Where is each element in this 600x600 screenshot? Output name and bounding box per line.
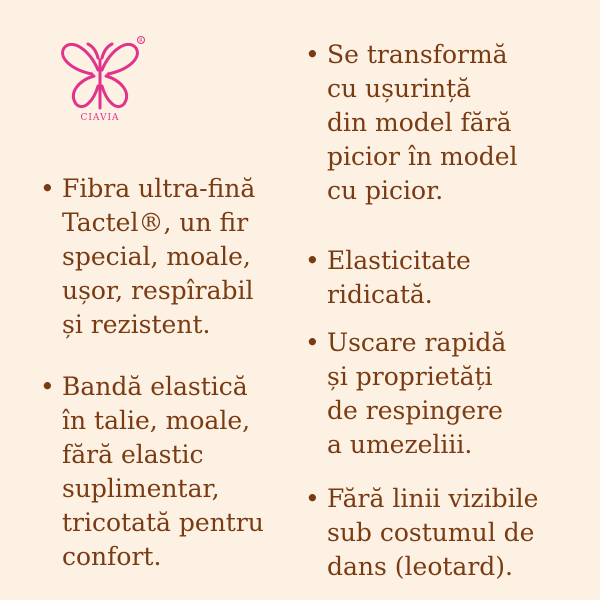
list-item-line: Se transformă: [327, 40, 508, 69]
list-item-line: și rezistent.: [62, 310, 211, 339]
list-item-line: din model fără: [327, 108, 512, 137]
svg-text:R: R: [139, 38, 143, 44]
list-item-line: de respingere: [327, 396, 503, 425]
list-item: [305, 482, 595, 584]
left-feature-list: [40, 172, 280, 574]
list-item-line: cu ușurință: [327, 74, 472, 103]
brand-logo: [50, 30, 150, 130]
butterfly-logo-icon: [50, 30, 150, 115]
list-item-line: Tactel®, un fir: [62, 208, 249, 237]
list-item-line: și proprietăți: [327, 362, 493, 391]
list-item-line: Uscare rapidă: [327, 328, 507, 357]
list-item-line: Fără linii vizibile: [327, 484, 539, 513]
bullet-icon: •: [40, 372, 55, 401]
list-item-line: cu picior.: [327, 176, 444, 205]
right-feature-list: [305, 38, 595, 584]
list-item-line: ridicată.: [327, 280, 433, 309]
list-item-line: suplimentar,: [62, 474, 220, 503]
list-item-line: a umezeliii.: [327, 430, 473, 459]
list-item: [40, 370, 280, 574]
bullet-icon: •: [305, 328, 320, 357]
list-item: [40, 172, 280, 342]
list-item-line: fără elastic: [62, 440, 204, 469]
list-item-line: dans (leotard).: [327, 552, 513, 581]
list-item-line: ușor, respîrabil: [62, 276, 254, 305]
list-item-line: sub costumul de: [327, 518, 535, 547]
list-item-line: confort.: [62, 542, 162, 571]
list-item-line: Bandă elastică: [62, 372, 248, 401]
list-item-line: Elasticitate: [327, 246, 471, 275]
bullet-icon: •: [305, 40, 320, 69]
bullet-icon: •: [40, 174, 55, 203]
list-item-line: picior în model: [327, 142, 518, 171]
list-item-line: special, moale,: [62, 242, 251, 271]
list-item: [305, 244, 595, 312]
list-item: [305, 326, 595, 462]
bullet-icon: •: [305, 246, 320, 275]
list-item-line: în talie, moale,: [62, 406, 251, 435]
list-item: [305, 38, 595, 208]
bullet-icon: •: [305, 484, 320, 513]
list-item-line: Fibra ultra-fină: [62, 174, 256, 203]
list-item-line: tricotată pentru: [62, 508, 264, 537]
brand-name: CIAVIA: [80, 113, 120, 123]
